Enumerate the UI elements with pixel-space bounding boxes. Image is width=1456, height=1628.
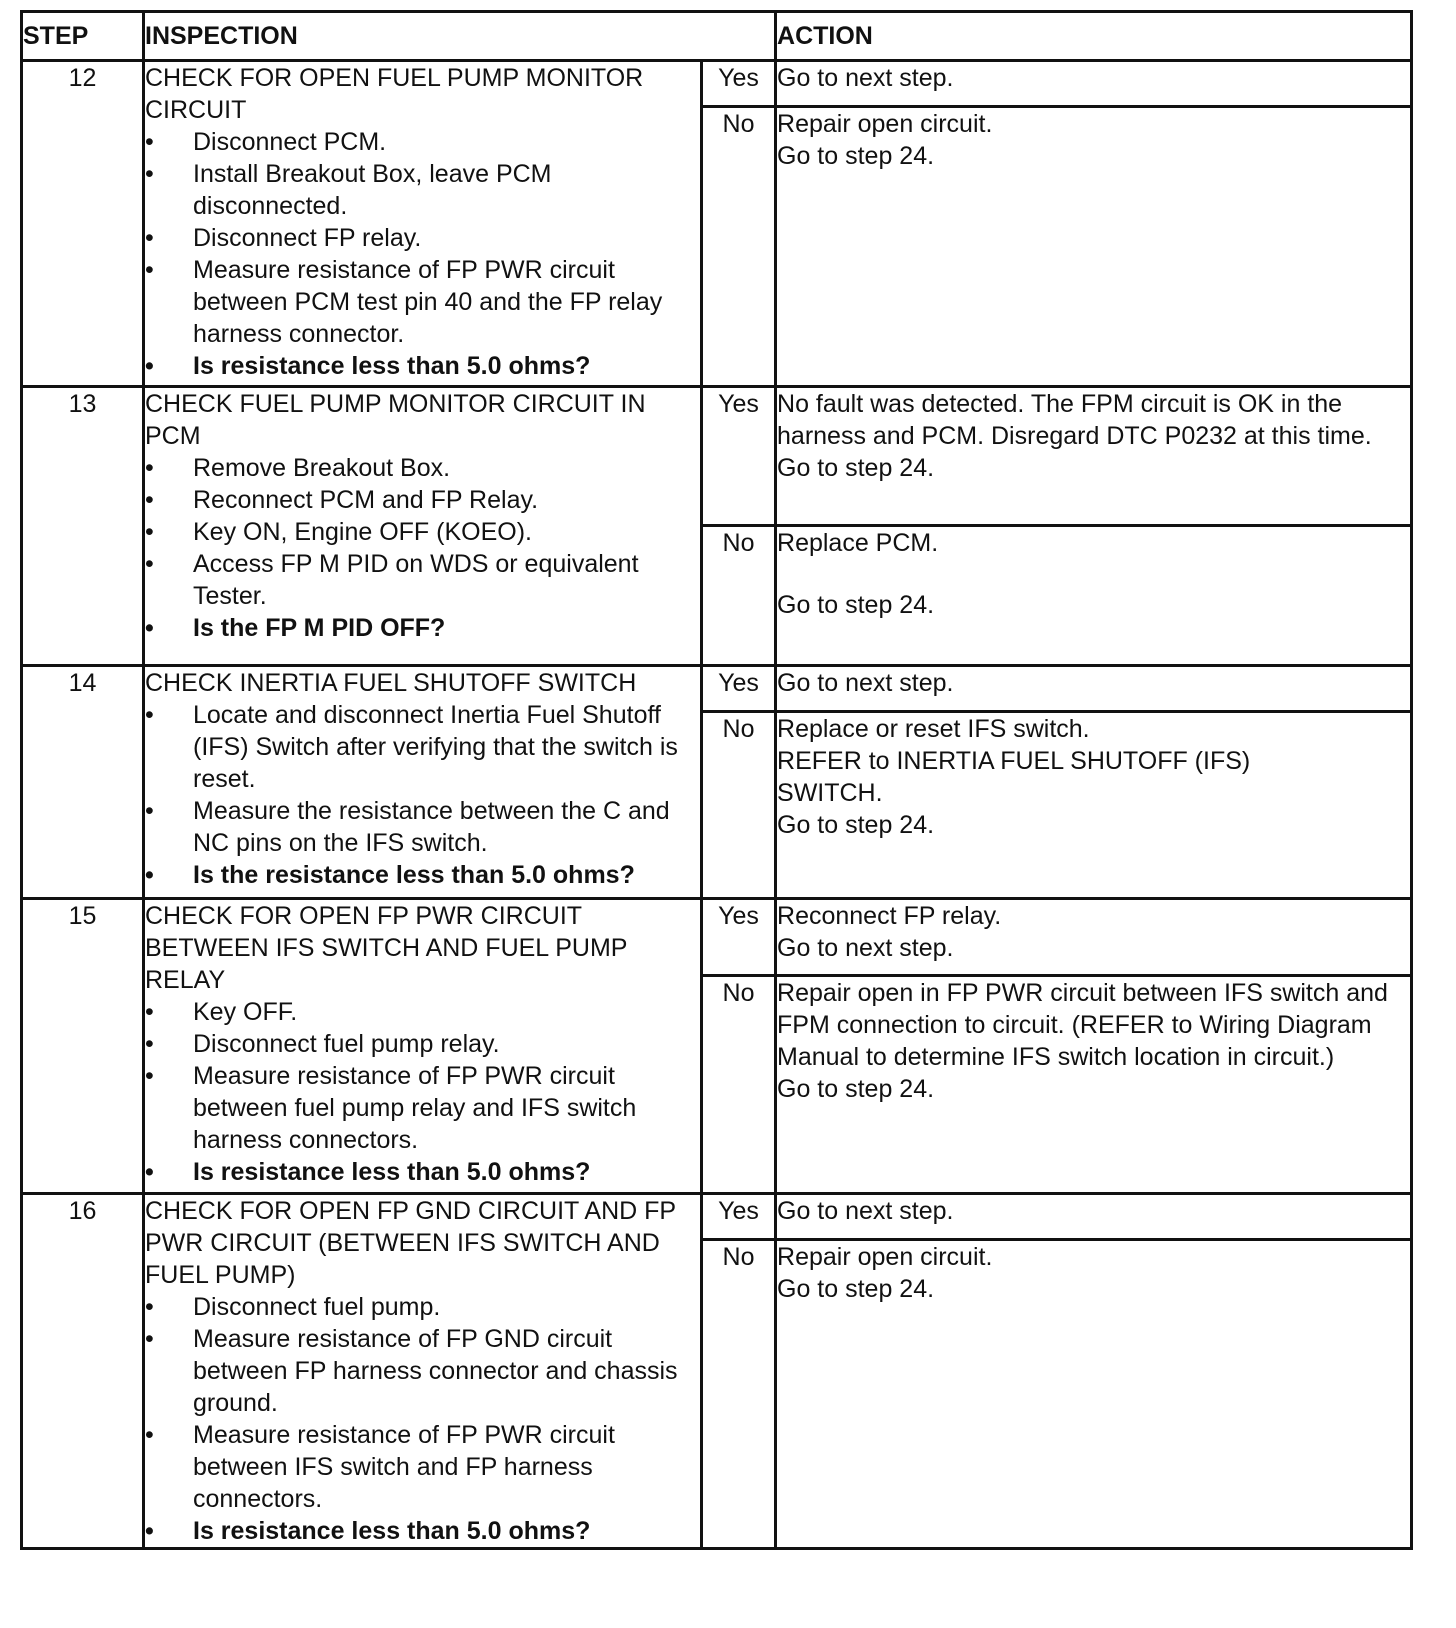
yes-action <box>776 666 1412 712</box>
step-12-yes-row <box>22 61 1412 107</box>
yes-label: Yes <box>702 1194 776 1240</box>
yes-action <box>776 1194 1412 1240</box>
action-line: Go to next step. <box>777 669 954 697</box>
action-line: Go to step 24. <box>777 454 935 482</box>
step-number: 15 <box>22 899 144 1194</box>
inspection-bullet: • Key OFF. <box>145 996 700 1028</box>
action-line: Go to step 24. <box>777 1075 935 1103</box>
inspection-question: • Is the FP M PID OFF? <box>145 612 700 644</box>
inspection-bullet: • Locate and disconnect Inertia Fuel Shutoff (IFS) Switch after verifying that the switch is reset. <box>145 699 700 795</box>
inspection-bullet: • Access FP M PID on WDS or equivalent Tester. <box>145 548 700 612</box>
action-line: Go to next step. <box>777 64 954 92</box>
action-line: Go to step 24. <box>777 591 935 619</box>
no-label: No <box>702 712 776 899</box>
action-line: Replace PCM. <box>777 529 939 557</box>
inspection-bullet: • Remove Breakout Box. <box>145 452 700 484</box>
inspection-bullet: • Disconnect PCM. <box>145 126 700 158</box>
inspection-bullet: • Reconnect PCM and FP Relay. <box>145 484 700 516</box>
inspection-bullet: • Measure resistance of FP PWR circuit between IFS switch and FP harness connectors. <box>145 1419 700 1515</box>
action-line: Replace or reset IFS switch. <box>777 715 1090 743</box>
yes-action <box>776 61 1412 107</box>
action-line: No fault was detected. The FPM circuit is OK in the harness and PCM. Disregard DTC P0232 at this time. <box>777 390 1372 450</box>
step-15-yes-row <box>22 899 1412 976</box>
inspection-bullets <box>145 1291 700 1547</box>
inspection-title: CHECK FOR OPEN FP GND CIRCUIT AND FP PWR CIRCUIT (BETWEEN IFS SWITCH AND FUEL PUMP) <box>145 1197 676 1289</box>
inspection-title: CHECK FOR OPEN FUEL PUMP MONITOR CIRCUIT <box>145 64 644 124</box>
diagnostic-table <box>20 10 1413 1550</box>
action-line: Go to step 24. <box>777 1275 935 1304</box>
no-action <box>776 1240 1412 1549</box>
step-13-yes-row <box>22 387 1412 526</box>
step-16-yes-row <box>22 1194 1412 1240</box>
inspection-cell <box>144 666 702 899</box>
header-action: ACTION <box>776 12 1412 61</box>
inspection-question: • Is the resistance less than 5.0 ohms? <box>145 859 700 891</box>
step-number: 14 <box>22 666 144 899</box>
inspection-question: • Is resistance less than 5.0 ohms? <box>145 350 700 382</box>
inspection-bullets <box>145 452 700 644</box>
yes-label: Yes <box>702 899 776 976</box>
inspection-cell <box>144 387 702 666</box>
yes-label: Yes <box>702 666 776 712</box>
inspection-bullet: • Disconnect fuel pump. <box>145 1291 700 1323</box>
header-row <box>22 12 1412 61</box>
inspection-title: CHECK FUEL PUMP MONITOR CIRCUIT IN PCM <box>145 390 646 450</box>
inspection-bullets <box>145 126 700 382</box>
inspection-cell <box>144 61 702 387</box>
action-line: Go to step 24. <box>777 142 935 170</box>
step-number: 13 <box>22 387 144 666</box>
no-action <box>776 712 1412 899</box>
action-line: Reconnect FP relay. <box>777 902 1002 930</box>
spacer <box>777 559 1410 589</box>
inspection-title: CHECK INERTIA FUEL SHUTOFF SWITCH <box>145 669 637 697</box>
inspection-title: CHECK FOR OPEN FP PWR CIRCUIT BETWEEN IFS SWITCH AND FUEL PUMP RELAY <box>145 902 627 994</box>
inspection-question: • Is resistance less than 5.0 ohms? <box>145 1515 700 1547</box>
yes-label: Yes <box>702 61 776 107</box>
header-step: STEP <box>22 12 144 61</box>
inspection-cell <box>144 899 702 1194</box>
inspection-bullets <box>145 699 700 891</box>
no-label: No <box>702 976 776 1194</box>
action-line: Repair open circuit. <box>777 110 993 138</box>
step-14-yes-row <box>22 666 1412 712</box>
no-action <box>776 526 1412 666</box>
step-number: 16 <box>22 1194 144 1549</box>
inspection-bullets <box>145 996 700 1188</box>
no-action <box>776 976 1412 1194</box>
action-line: REFER to INERTIA FUEL SHUTOFF (IFS) SWITCH. <box>777 747 1251 807</box>
step-number: 12 <box>22 61 144 387</box>
no-label: No <box>702 526 776 666</box>
inspection-bullet: • Install Breakout Box, leave PCM disconnected. <box>145 158 700 222</box>
no-label: No <box>702 107 776 387</box>
action-line: Repair open in FP PWR circuit between IFS switch and FPM connection to circuit. (REFER to Wiring Diagram Manual to determine IFS switch location in circuit.) <box>777 979 1388 1071</box>
inspection-bullet: • Measure resistance of FP PWR circuit between fuel pump relay and IFS switch harness connectors. <box>145 1060 700 1156</box>
action-line: Go to next step. <box>777 934 954 962</box>
action-line: Go to next step. <box>777 1197 954 1225</box>
yes-label: Yes <box>702 387 776 526</box>
inspection-bullet: • Disconnect fuel pump relay. <box>145 1028 700 1060</box>
inspection-bullet: • Measure resistance of FP GND circuit between FP harness connector and chassis ground. <box>145 1323 700 1419</box>
inspection-cell <box>144 1194 702 1549</box>
yes-action <box>776 899 1412 976</box>
yes-action <box>776 387 1412 526</box>
inspection-bullet: • Disconnect FP relay. <box>145 222 700 254</box>
inspection-bullet: • Measure resistance of FP PWR circuit between PCM test pin 40 and the FP relay harness connector. <box>145 254 700 350</box>
inspection-bullet: • Key ON, Engine OFF (KOEO). <box>145 516 700 548</box>
no-action <box>776 107 1412 387</box>
inspection-bullet: • Measure the resistance between the C and NC pins on the IFS switch. <box>145 795 700 859</box>
header-inspection: INSPECTION <box>144 12 776 61</box>
no-label: No <box>702 1240 776 1549</box>
action-line: Go to step 24. <box>777 811 935 839</box>
action-line: Repair open circuit. <box>777 1243 993 1272</box>
inspection-question: • Is resistance less than 5.0 ohms? <box>145 1156 700 1188</box>
